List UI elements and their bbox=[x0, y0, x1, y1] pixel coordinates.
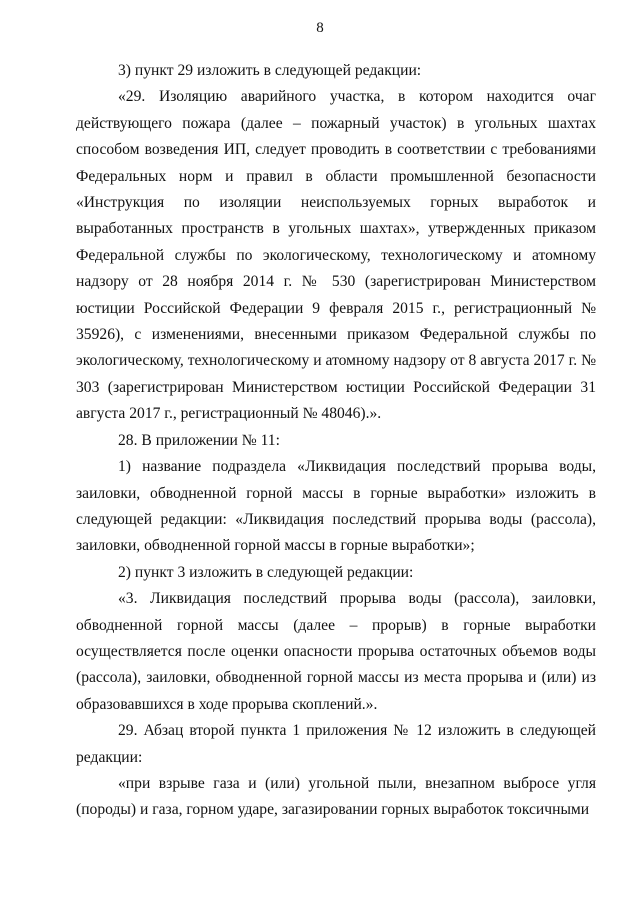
paragraph-subsection-title-change: 1) название подраздела «Ликвидация последствий прорыва воды, заиловки, обводненной горной массы в горные выработки» изложить в следующей редакции: «Ликвидация последствий прорыва воды (рассола), заиловки, обводненной горной массы в горные выработки»; bbox=[76, 458, 596, 555]
paragraph-item-3-point-29: 3) пункт 29 изложить в следующей редакции: bbox=[118, 62, 422, 79]
paragraph-section-29: 29. Абзац второй пункта 1 приложения № 12 изложить в следующей редакции: bbox=[76, 722, 596, 766]
paragraph-section-28: 28. В приложении № 11: bbox=[118, 431, 280, 449]
paragraph-quoted-explosion: «при взрыве газа и (или) угольной пыли, внезапном выбросе угля (породы) и газа, горном ударе, загазировании горных выработок токсичными bbox=[76, 774, 596, 819]
page-number: 8 bbox=[316, 20, 324, 36]
paragraph-quoted-point-3: «3. Ликвидация последствий прорыва воды (рассола), заиловки, обводненной горной массы (далее – прорыв) в горные выработки осуществляется после оценки опасности прорыва остаточных объемов воды (рассола), заиловки, обводненной горной массы из места прорыва и (или) из образовавшихся в ходе прорыва скоплений.». bbox=[76, 590, 596, 713]
document-body bbox=[76, 58, 596, 824]
paragraph-item-2-point-3: 2) пункт 3 изложить в следующей редакции: bbox=[118, 563, 414, 581]
paragraph-quoted-point-29: «29. Изоляцию аварийного участка, в котором находится очаг действующего пожара (далее – пожарный участок) в угольных шахтах способом возведения ИП, следует проводить в соответствии с требованиями Федеральных норм и правил в области промышленной безопасности «Инструкция по изоляции неиспользуемых горных выработок и выработанных пространств в угольных шахтах», утвержденных приказом Федеральной службы по экологическому, технологическому и атомному надзору от 28 ноября 2014 г. № 530 (зарегистрирован Министерством юстиции Российской Федерации 9 февраля 2015 г., регистрационный № 35926), с изменениями, внесенными приказом Федеральной службы по экологическому, технологическому и атомному надзору от 8 августа 2017 г. № 303 (зарегистрирован Министерством юстиции Российской Федерации 31 августа 2017 г., регистрационный № 48046).». bbox=[76, 88, 596, 423]
